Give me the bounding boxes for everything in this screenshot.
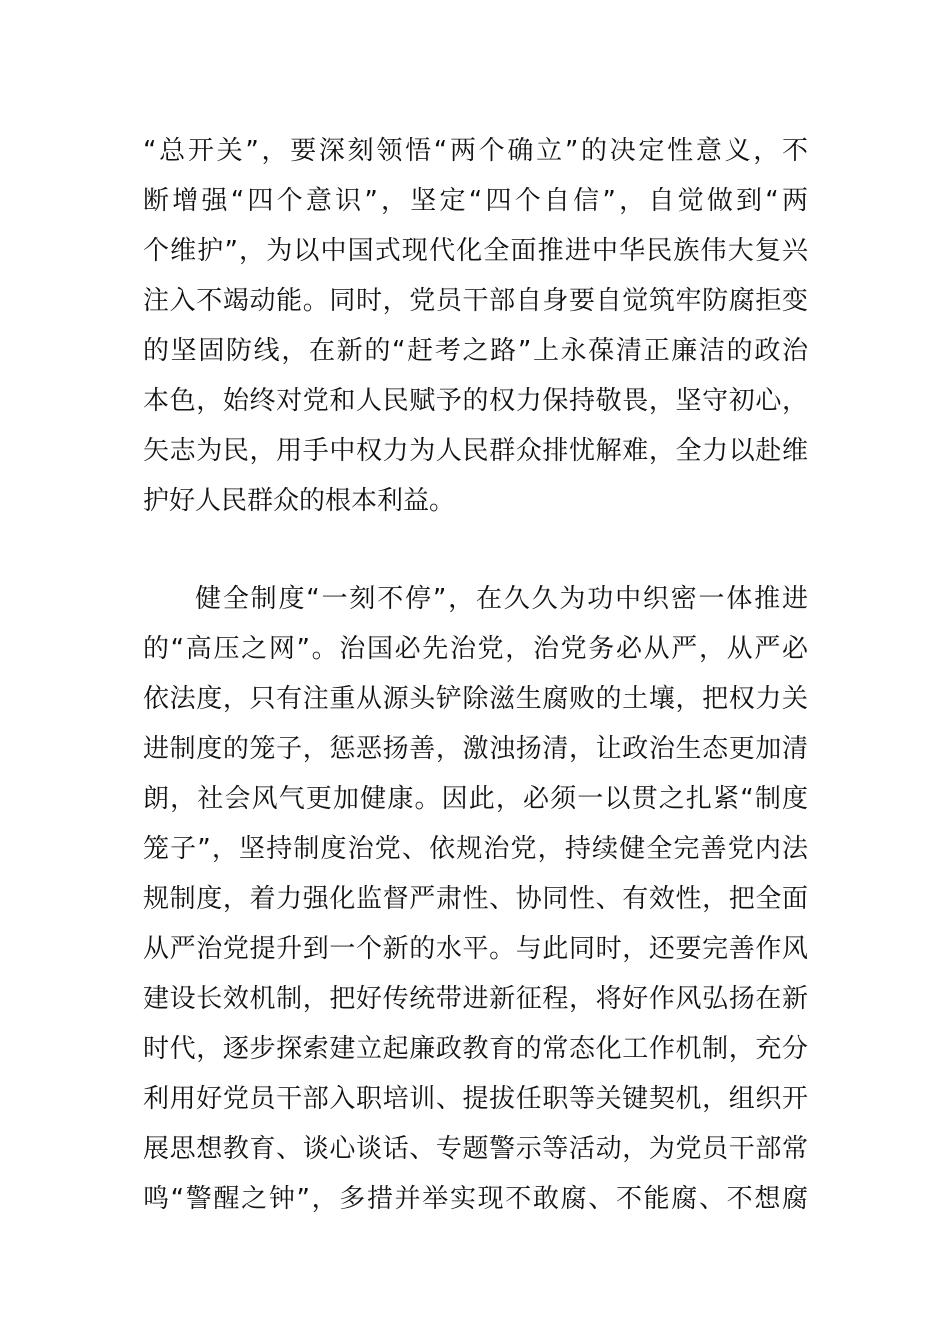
text-line: 注入不竭动能。同时，党员干部自身要自觉筑牢防腐拒变 [143,286,808,316]
text-line: 个维护”，为以中国式现代化全面推进中华民族伟大复兴 [143,236,808,266]
text-line: 笼子”，坚持制度治党、依规治党，持续健全完善党内法 [143,834,808,864]
text-line: 本色，始终对党和人民赋予的权力保持敬畏，坚守初心， [143,386,808,416]
text-line: 时代，逐步探索建立起廉政教育的常态化工作机制，充分 [143,1034,808,1064]
text-line: 的坚固防线，在新的“赶考之路”上永葆清正廉洁的政治 [143,336,808,366]
text-line: 的“高压之网”。治国必先治党，治党务必从严，从严必 [143,634,808,664]
text-line: 利用好党员干部入职培训、提拔任职等关键契机，组织开 [143,1084,808,1114]
text-line: 依法度，只有注重从源头铲除滋生腐败的土壤，把权力关 [143,684,808,714]
text-line: 展思想教育、谈心谈话、专题警示等活动，为党员干部常 [143,1134,808,1164]
text-line: 从严治党提升到一个新的水平。与此同时，还要完善作风 [143,934,808,964]
text-line: 进制度的笼子，惩恶扬善，激浊扬清，让政治生态更加清 [143,734,808,764]
text-line: “总开关”，要深刻领悟“两个确立”的决定性意义，不 [143,136,808,166]
text-line: 鸣“警醒之钟”，多措并举实现不敢腐、不能腐、不想腐 [143,1184,808,1214]
text-line: 规制度，着力强化监督严肃性、协同性、有效性，把全面 [143,884,808,914]
text-line: 朗，社会风气更加健康。因此，必须一以贯之扎紧“制度 [143,784,808,814]
text-line: 护好人民群众的根本利益。 [143,486,456,516]
text-line: 矢志为民，用手中权力为人民群众排忧解难，全力以赴维 [143,436,808,466]
text-line: 建设长效机制，把好传统带进新征程，将好作风弘扬在新 [143,984,808,1014]
text-line: 健全制度“一刻不停”，在久久为功中织密一体推进 [195,584,808,614]
text-line: 断增强“四个意识”，坚定“四个自信”，自觉做到“两 [143,186,808,216]
